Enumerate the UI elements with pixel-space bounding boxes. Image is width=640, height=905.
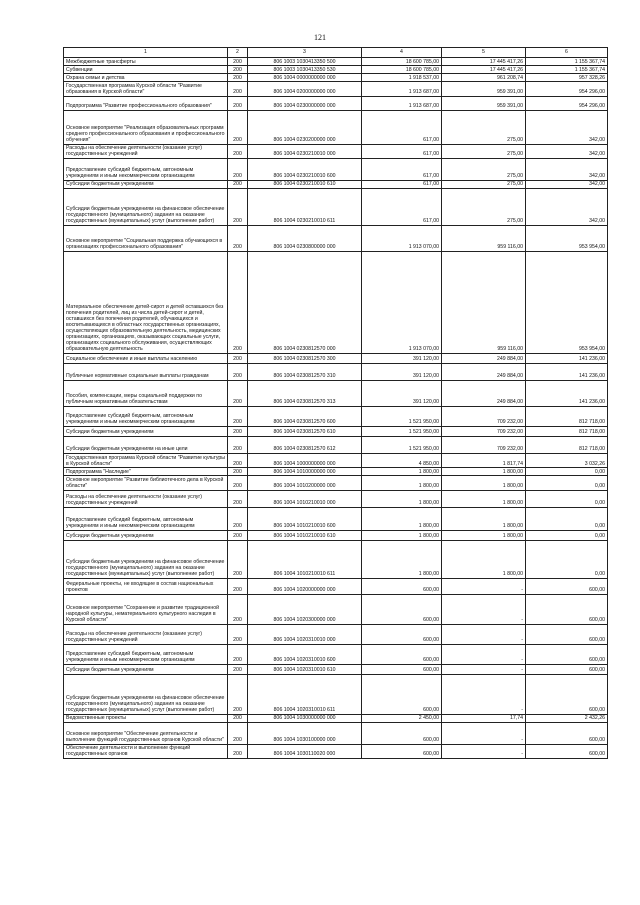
budget-code-cell: 806 1004 0230200000 000 [248,110,362,144]
remaining-amount-cell: 600,00 [526,594,608,624]
remaining-amount-cell: 600,00 [526,578,608,594]
budget-code-cell: 806 1004 1030100000 000 [248,722,362,744]
item-name-cell: Субсидии бюджетным учреждениям на финансовое обеспечение государственного (муниципального) задания на оказание государственных (муниципальных) услуг (выполнение работ) [64,674,228,714]
item-name-cell: Материальное обеспечение детей-сирот и детей оставшихся без попечения родителей, лиц из числа детей-сирот и детей, оставшихся без попечения родителей, обучающихся и воспитывающихся в областных государственных организациях, осуществляющих образовательную деятельность, медицинских организациях, организациях, оказывающих социальные услуги, организациях социального обслуживания, осуществляющих образовательную деятельность [64,252,228,354]
item-name-cell: Основное мероприятие "Обеспечение деятельности и выполнение функций государственных органов Курской области" [64,722,228,744]
publisher-code-cell: 200 [228,490,248,507]
publisher-code-cell: 200 [228,354,248,364]
item-name-cell: Основное мероприятие "Социальная поддержка обучающихся в организациях профессионального образования" [64,226,228,252]
publisher-code-cell: 200 [228,144,248,158]
approved-amount-cell: 1 800,00 [362,540,442,578]
table-row [64,594,608,624]
table-row [64,252,608,354]
publisher-code-cell: 200 [228,507,248,530]
executed-amount-cell: 959 391,00 [442,82,526,96]
budget-code-cell: 806 1004 1010210010 610 [248,530,362,540]
remaining-amount-cell: 812 718,00 [526,407,608,427]
remaining-amount-cell: 812 718,00 [526,427,608,437]
budget-code-cell: 806 1004 1010210010 000 [248,490,362,507]
item-name-cell: Предоставление субсидий бюджетным, автономным учреждениям и иным некоммерческим организациям [64,407,228,427]
budget-code-cell: 806 1004 0230210010 611 [248,189,362,226]
table-row [64,624,608,644]
approved-amount-cell: 18 600 785,00 [362,66,442,74]
executed-amount-cell: - [442,744,526,758]
budget-code-cell: 806 1004 0230812570 300 [248,354,362,364]
remaining-amount-cell: 342,00 [526,189,608,226]
publisher-code-cell: 200 [228,674,248,714]
item-name-cell: Субвенции [64,66,228,74]
remaining-amount-cell: 957 328,26 [526,74,608,82]
executed-amount-cell: 1 817,74 [442,454,526,468]
budget-code-cell: 806 1004 1020310010 611 [248,674,362,714]
column-header: 6 [526,48,608,58]
publisher-code-cell: 200 [228,578,248,594]
page-number: 121 [314,33,326,42]
publisher-code-cell: 200 [228,74,248,82]
executed-amount-cell: 1 800,00 [442,540,526,578]
executed-amount-cell: 959 116,00 [442,226,526,252]
approved-amount-cell: 2 450,00 [362,714,442,722]
table-row [64,66,608,74]
budget-code-cell: 806 1004 1020000000 000 [248,578,362,594]
item-name-cell: Обеспечение деятельности и выполнение функций государственных органов [64,744,228,758]
publisher-code-cell: 200 [228,381,248,407]
item-name-cell: Ведомственные проекты [64,714,228,722]
table-row [64,144,608,158]
item-name-cell: Расходы на обеспечение деятельности (оказание услуг) государственных учреждений [64,144,228,158]
approved-amount-cell: 1 521 950,00 [362,407,442,427]
publisher-code-cell: 200 [228,180,248,188]
item-name-cell: Субсидии бюджетным учреждениям [64,664,228,674]
budget-code-cell: 806 1004 1020300000 000 [248,594,362,624]
table-row [64,427,608,437]
approved-amount-cell: 1 800,00 [362,490,442,507]
approved-amount-cell: 600,00 [362,744,442,758]
approved-amount-cell: 600,00 [362,644,442,664]
remaining-amount-cell: 954 296,00 [526,82,608,96]
publisher-code-cell: 200 [228,96,248,110]
approved-amount-cell: 617,00 [362,158,442,180]
executed-amount-cell: - [442,664,526,674]
publisher-code-cell: 200 [228,110,248,144]
item-name-cell: Расходы на обеспечение деятельности (оказание услуг) государственных учреждений [64,624,228,644]
budget-table [63,47,608,759]
approved-amount-cell: 1 913 687,00 [362,82,442,96]
item-name-cell: Межбюджетные трансферты [64,58,228,66]
publisher-code-cell: 200 [228,226,248,252]
budget-code-cell: 806 1004 1020310010 600 [248,644,362,664]
publisher-code-cell: 200 [228,714,248,722]
publisher-code-cell: 200 [228,158,248,180]
item-name-cell: Субсидии бюджетным учреждениям на финансовое обеспечение государственного (муниципального) задания на оказание государственных (муниципальных) услуг (выполнение работ) [64,540,228,578]
table-row [64,476,608,490]
remaining-amount-cell: 342,00 [526,144,608,158]
item-name-cell: Государственная программа Курской области "Развитие образования в Курской области" [64,82,228,96]
item-name-cell: Социальное обеспечение и иные выплаты населению [64,354,228,364]
executed-amount-cell: 17 445 417,26 [442,58,526,66]
remaining-amount-cell: 0,00 [526,507,608,530]
table-row [64,722,608,744]
executed-amount-cell: 249 884,00 [442,381,526,407]
column-header: 2 [228,48,248,58]
executed-amount-cell: 959 116,00 [442,252,526,354]
item-name-cell: Публичные нормативные социальные выплаты гражданам [64,364,228,381]
table-row [64,189,608,226]
table-row [64,74,608,82]
publisher-code-cell: 200 [228,454,248,468]
remaining-amount-cell: 141 236,00 [526,364,608,381]
approved-amount-cell: 617,00 [362,110,442,144]
approved-amount-cell: 1 913 070,00 [362,252,442,354]
table-header-row [64,48,608,58]
remaining-amount-cell: 1 155 367,74 [526,66,608,74]
table-row [64,381,608,407]
table-row [64,714,608,722]
approved-amount-cell: 600,00 [362,664,442,674]
executed-amount-cell: 1 800,00 [442,490,526,507]
budget-code-cell: 806 1004 0200000000 000 [248,82,362,96]
table-row [64,82,608,96]
item-name-cell: Субсидии бюджетным учреждениям [64,530,228,540]
budget-code-cell: 806 1004 0230210010 610 [248,180,362,188]
item-name-cell: Подпрограмма "Наследие" [64,468,228,476]
approved-amount-cell: 1 800,00 [362,530,442,540]
publisher-code-cell: 200 [228,58,248,66]
executed-amount-cell: 709 232,00 [442,407,526,427]
publisher-code-cell: 200 [228,664,248,674]
item-name-cell: Охрана семьи и детства [64,74,228,82]
approved-amount-cell: 600,00 [362,624,442,644]
budget-code-cell: 806 1004 0230000000 000 [248,96,362,110]
table-row [64,58,608,66]
budget-code-cell: 806 1004 1010210010 600 [248,507,362,530]
table-row [64,180,608,188]
item-name-cell: Расходы на обеспечение деятельности (оказание услуг) государственных учреждений [64,490,228,507]
budget-code-cell: 806 1004 0230812570 600 [248,407,362,427]
approved-amount-cell: 617,00 [362,180,442,188]
approved-amount-cell: 391 120,00 [362,381,442,407]
remaining-amount-cell: 342,00 [526,110,608,144]
table-row [64,110,608,144]
budget-code-cell: 806 1004 0230800000 000 [248,226,362,252]
item-name-cell: Субсидии бюджетным учреждениям на иные цели [64,437,228,454]
remaining-amount-cell: 600,00 [526,722,608,744]
remaining-amount-cell: 953 954,00 [526,226,608,252]
publisher-code-cell: 200 [228,468,248,476]
approved-amount-cell: 1 913 070,00 [362,226,442,252]
budget-code-cell: 806 1004 0230812570 313 [248,381,362,407]
publisher-code-cell: 200 [228,722,248,744]
executed-amount-cell: 1 800,00 [442,468,526,476]
executed-amount-cell: 1 800,00 [442,530,526,540]
table-row [64,674,608,714]
column-header: 1 [64,48,228,58]
table-row [64,664,608,674]
executed-amount-cell: 275,00 [442,189,526,226]
remaining-amount-cell: 954 296,00 [526,96,608,110]
executed-amount-cell: - [442,578,526,594]
publisher-code-cell: 200 [228,744,248,758]
budget-code-cell: 806 1004 1020310010 610 [248,664,362,674]
table-row [64,540,608,578]
approved-amount-cell: 1 800,00 [362,476,442,490]
table-row [64,578,608,594]
table-row [64,226,608,252]
approved-amount-cell: 4 850,00 [362,454,442,468]
approved-amount-cell: 1 521 950,00 [362,437,442,454]
table-row [64,454,608,468]
approved-amount-cell: 1 913 687,00 [362,96,442,110]
executed-amount-cell: - [442,644,526,664]
item-name-cell: Субсидии бюджетным учреждениям [64,180,228,188]
budget-code-cell: 806 1004 0000000000 000 [248,74,362,82]
budget-code-cell: 806 1003 1030413350 530 [248,66,362,74]
item-name-cell: Субсидии бюджетным учреждениям на финансовое обеспечение государственного (муниципального) задания на оказание государственных (муниципальных) услуг (выполнение работ) [64,189,228,226]
executed-amount-cell: - [442,674,526,714]
approved-amount-cell: 600,00 [362,578,442,594]
item-name-cell: Подпрограмма "Развитие профессионального образования" [64,96,228,110]
budget-code-cell: 806 1004 1010200000 000 [248,476,362,490]
remaining-amount-cell: 600,00 [526,674,608,714]
item-name-cell: Основное мероприятие "Сохранение и развитие традиционной народной культуры, нематериального культурного наследия в Курской области" [64,594,228,624]
publisher-code-cell: 200 [228,427,248,437]
executed-amount-cell: 17,74 [442,714,526,722]
budget-code-cell: 806 1004 1030000000 000 [248,714,362,722]
approved-amount-cell: 1 800,00 [362,507,442,530]
publisher-code-cell: 200 [228,189,248,226]
budget-code-cell: 806 1004 1000000000 000 [248,454,362,468]
item-name-cell: Предоставление субсидий бюджетным, автономным учреждениям и иным некоммерческим организациям [64,507,228,530]
budget-code-cell: 806 1004 0230812570 612 [248,437,362,454]
executed-amount-cell: 275,00 [442,158,526,180]
approved-amount-cell: 1 521 950,00 [362,427,442,437]
remaining-amount-cell: 0,00 [526,476,608,490]
remaining-amount-cell: 600,00 [526,624,608,644]
table-row [64,158,608,180]
remaining-amount-cell: 0,00 [526,540,608,578]
table-row [64,644,608,664]
item-name-cell: Пособия, компенсации, меры социальной поддержки по публичным нормативным обязательствам [64,381,228,407]
publisher-code-cell: 200 [228,644,248,664]
executed-amount-cell: 961 208,74 [442,74,526,82]
executed-amount-cell: 1 800,00 [442,507,526,530]
table-row [64,468,608,476]
publisher-code-cell: 200 [228,407,248,427]
executed-amount-cell: 275,00 [442,144,526,158]
publisher-code-cell: 200 [228,82,248,96]
remaining-amount-cell: 600,00 [526,644,608,664]
item-name-cell: Предоставление субсидий бюджетным, автономным учреждениям и иным некоммерческим организациям [64,158,228,180]
executed-amount-cell: 17 445 417,26 [442,66,526,74]
publisher-code-cell: 200 [228,252,248,354]
publisher-code-cell: 200 [228,530,248,540]
column-header: 5 [442,48,526,58]
budget-code-cell: 806 1004 1010210010 611 [248,540,362,578]
executed-amount-cell: 709 232,00 [442,427,526,437]
budget-code-cell: 806 1003 1030413350 500 [248,58,362,66]
publisher-code-cell: 200 [228,540,248,578]
executed-amount-cell: 709 232,00 [442,437,526,454]
item-name-cell: Федеральные проекты, не входящие в состав национальных проектов [64,578,228,594]
column-header: 4 [362,48,442,58]
column-header: 3 [248,48,362,58]
remaining-amount-cell: 3 032,26 [526,454,608,468]
remaining-amount-cell: 0,00 [526,490,608,507]
table-row [64,96,608,110]
publisher-code-cell: 200 [228,364,248,381]
budget-code-cell: 806 1004 1020310010 000 [248,624,362,644]
approved-amount-cell: 1 918 537,00 [362,74,442,82]
publisher-code-cell: 200 [228,66,248,74]
approved-amount-cell: 600,00 [362,722,442,744]
item-name-cell: Субсидии бюджетным учреждениям [64,427,228,437]
budget-code-cell: 806 1004 1010000000 000 [248,468,362,476]
budget-code-cell: 806 1004 1030110020 000 [248,744,362,758]
publisher-code-cell: 200 [228,476,248,490]
budget-code-cell: 806 1004 0230210010 000 [248,144,362,158]
table-row [64,744,608,758]
executed-amount-cell: 275,00 [442,110,526,144]
approved-amount-cell: 391 120,00 [362,354,442,364]
table-row [64,437,608,454]
executed-amount-cell: 249 884,00 [442,364,526,381]
publisher-code-cell: 200 [228,594,248,624]
publisher-code-cell: 200 [228,624,248,644]
budget-code-cell: 806 1004 0230210010 600 [248,158,362,180]
executed-amount-cell: - [442,594,526,624]
table-row [64,490,608,507]
approved-amount-cell: 617,00 [362,189,442,226]
item-name-cell: Основное мероприятие "Развитие библиотечного дела в Курской области" [64,476,228,490]
executed-amount-cell: 275,00 [442,180,526,188]
executed-amount-cell: - [442,722,526,744]
remaining-amount-cell: 342,00 [526,180,608,188]
budget-code-cell: 806 1004 0230812570 610 [248,427,362,437]
publisher-code-cell: 200 [228,437,248,454]
remaining-amount-cell: 0,00 [526,530,608,540]
item-name-cell: Основное мероприятие "Реализация образовательных программ среднего профессионального образования и профессионального обучения" [64,110,228,144]
table-row [64,354,608,364]
table-row [64,407,608,427]
approved-amount-cell: 600,00 [362,674,442,714]
remaining-amount-cell: 2 432,26 [526,714,608,722]
approved-amount-cell: 1 800,00 [362,468,442,476]
item-name-cell: Предоставление субсидий бюджетным, автономным учреждениям и иным некоммерческим организациям [64,644,228,664]
remaining-amount-cell: 953 954,00 [526,252,608,354]
remaining-amount-cell: 1 155 367,74 [526,58,608,66]
approved-amount-cell: 18 600 785,00 [362,58,442,66]
remaining-amount-cell: 342,00 [526,158,608,180]
table-row [64,364,608,381]
table-row [64,530,608,540]
remaining-amount-cell: 600,00 [526,664,608,674]
budget-code-cell: 806 1004 0230812570 000 [248,252,362,354]
approved-amount-cell: 600,00 [362,594,442,624]
approved-amount-cell: 617,00 [362,144,442,158]
item-name-cell: Государственная программа Курской области "Развитие культуры в Курской области" [64,454,228,468]
executed-amount-cell: 959 391,00 [442,96,526,110]
remaining-amount-cell: 0,00 [526,468,608,476]
executed-amount-cell: 1 800,00 [442,476,526,490]
remaining-amount-cell: 812 718,00 [526,437,608,454]
executed-amount-cell: - [442,624,526,644]
remaining-amount-cell: 600,00 [526,744,608,758]
budget-code-cell: 806 1004 0230812570 310 [248,364,362,381]
approved-amount-cell: 391 120,00 [362,364,442,381]
remaining-amount-cell: 141 236,00 [526,354,608,364]
executed-amount-cell: 249 884,00 [442,354,526,364]
remaining-amount-cell: 141 236,00 [526,381,608,407]
table-row [64,507,608,530]
